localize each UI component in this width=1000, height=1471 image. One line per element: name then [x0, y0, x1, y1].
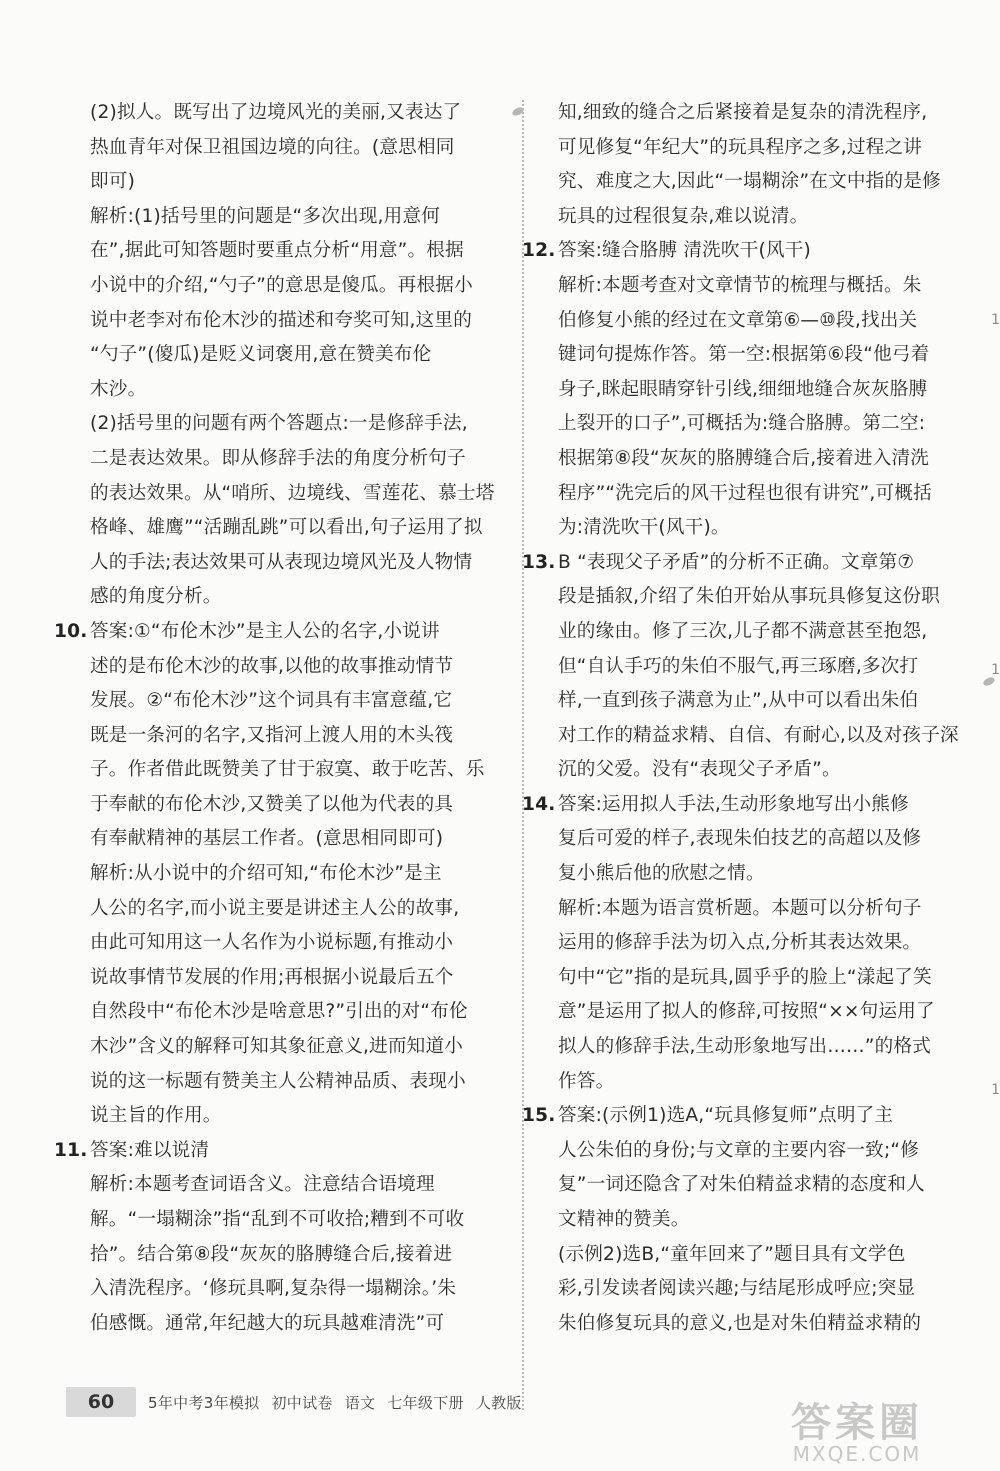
text-line: 朱伯修复玩具的意义,也是对朱伯精益求精的 — [558, 1312, 922, 1334]
book-title: 5年中考3年模拟 — [148, 1393, 260, 1412]
text-line: 说中老李对布伦木沙的描述和夸奖可知,这里的 — [90, 309, 472, 331]
page-footer — [66, 1387, 522, 1417]
text-line: 对工作的精益求精、自信、有耐心,以及对孩子深 — [558, 724, 959, 746]
text-line: 既是一条河的名字,又指河上渡人用的木头筏 — [90, 724, 454, 746]
text-line: 于奉献的布伦木沙,又赞美了以他为代表的具 — [90, 793, 454, 815]
answer-item — [54, 615, 517, 857]
text-line: 说主旨的作用。 — [90, 1105, 222, 1127]
text-line-row — [522, 234, 978, 269]
question-number: 12. — [522, 240, 556, 262]
text-line: 复小熊后他的欣慰之情。 — [558, 863, 765, 885]
text-line: 复”一词还隐含了对朱伯精益求精的态度和人 — [558, 1174, 925, 1196]
text-line: 句中“它”指的是玩具,圆乎乎的脸上“漾起了笑 — [558, 966, 932, 988]
text-line: 解析:本题考查对文章情节的梳理与概括。朱 — [558, 274, 922, 296]
text-line-row — [522, 788, 978, 823]
column-divider — [522, 100, 524, 1410]
text-line: 感的角度分析。 — [90, 586, 222, 608]
subject-label: 语文 — [344, 1393, 376, 1412]
text-line: 由此可知用这一人名作为小说标题,有推动小 — [90, 932, 454, 954]
text-line: 人公朱伯的身份;与文章的主要内容一致;“修 — [558, 1139, 920, 1161]
text-line: 答案:缝合胳膊 清洗吹干(风干) — [558, 240, 812, 262]
text-line: 样,一直到孩子满意为止”,从中可以看出朱伯 — [558, 690, 919, 712]
text-line: 答案:运用拟人手法,生动形象地写出小熊修 — [558, 793, 909, 815]
text-line: 彩,引发读者阅读兴趣;与结尾形成呼应;突显 — [558, 1278, 916, 1300]
text-line: 知,细致的缝合之后紧接着是复杂的清洗程序, — [558, 102, 928, 123]
text-line: 木沙”含义的解释可知其象征意义,进而知道小 — [90, 1036, 464, 1058]
text-line: 有奉献精神的基层工作者。(意思相同即可) — [90, 828, 444, 850]
paragraph — [530, 269, 978, 546]
text-line: 伯感慨。通常,年纪越大的玩具越难清洗”可 — [90, 1312, 445, 1334]
text-line: 格峰、雄鹰”“活蹦乱跳”可以看出,句子运用了拟 — [90, 517, 483, 539]
paragraph — [530, 892, 978, 1100]
answer-item — [522, 234, 978, 269]
text-line: 根据第⑧段“灰灰的胳膊缝合后,接着进入清洗 — [558, 447, 930, 469]
text-line-row — [522, 1099, 978, 1134]
watermark-main: 答案圈 — [791, 1400, 923, 1446]
text-line: 发展。②“布伦木沙”这个词具有丰富意蕴,它 — [90, 690, 453, 712]
text-line: 解。“一塌糊涂”指“乱到不可收拾;糟到不可收 — [90, 1209, 465, 1230]
text-line: 可见修复“年纪大”的玩具程序之多,过程之讲 — [558, 136, 923, 158]
text-line: 人公的名字,而小说主要是讲述主人公的故事, — [90, 897, 460, 919]
text-line: 述的是布伦木沙的故事,以他的故事推动情节 — [90, 655, 454, 677]
edge-mark: 1 — [991, 312, 1000, 328]
text-line: “勺子”(傻瓜)是贬义词褒用,意在赞美布伦 — [90, 344, 432, 366]
text-line-row — [54, 1134, 517, 1169]
text-line: 沉的父爱。没有“表现父子矛盾”。 — [558, 759, 841, 781]
text-line: 在”,据此可知答题时要重点分析“用意”。根据 — [90, 240, 464, 262]
text-line: 拾”。结合第⑧段“灰灰的胳膊缝合后,接着进 — [90, 1243, 453, 1265]
text-line: (2)拟人。既写出了边境风光的美丽,又表达了 — [90, 102, 462, 123]
text-line: 作答。 — [558, 1070, 615, 1092]
text-line: 复后可爱的样子,表现朱伯技艺的高超以及修 — [558, 828, 922, 850]
question-number: 15. — [522, 1105, 556, 1127]
text-line: 业的缘由。修了三次,儿子都不满意甚至抱怨, — [558, 620, 928, 642]
text-line: 说故事情节发展的作用;再根据小说最后五个 — [90, 966, 454, 988]
text-line: 意”是运用了拟人的修辞,可按照“××句运用了 — [558, 1001, 935, 1023]
edge-mark: 1 — [991, 662, 1000, 678]
answer-item — [54, 1134, 517, 1169]
text-line: 键词句提炼作答。第一空:根据第⑥段“他弓着 — [558, 344, 930, 366]
text-line: 自然段中“布伦木沙是啥意思?”引出的对“布伦 — [90, 1001, 468, 1023]
leaf-icon — [983, 678, 997, 688]
answer-item — [522, 546, 978, 788]
grade-label: 七年级下册 — [387, 1393, 464, 1412]
paragraph — [62, 200, 517, 408]
text-line: 说的这一标题有赞美主人公精神品质、表现小 — [90, 1070, 466, 1092]
text-line-row — [54, 615, 517, 650]
text-line: 即可) — [90, 171, 136, 193]
text-line: (示例2)选B,“童年回来了”题目具有文学色 — [558, 1243, 906, 1265]
text-line: 解析:从小说中的介绍可知,“布伦木沙”是主 — [90, 863, 442, 885]
text-line: 伯修复小熊的经过在文章第⑥—⑩段,找出关 — [558, 309, 918, 331]
text-line: 文精神的赞美。 — [558, 1209, 690, 1230]
text-line: (2)括号里的问题有两个答题点:一是修辞手法, — [90, 413, 468, 435]
text-line: 为:清洗吹干(风干)。 — [558, 517, 730, 539]
series-label: 初中试卷 — [271, 1393, 333, 1412]
question-number: 14. — [522, 793, 556, 815]
watermark-logo — [732, 1402, 982, 1464]
text-line: B “表现父子矛盾”的分析不正确。文章第⑦ — [558, 551, 915, 573]
text-line: 小说中的介绍,“勺子”的意思是傻瓜。再根据小 — [90, 274, 473, 296]
text-line: 人的手法;表达效果可从表现边境风光及人物情 — [90, 551, 473, 573]
text-line: 拟人的修辞手法,生动形象地写出……”的格式 — [558, 1036, 932, 1058]
question-number: 11. — [54, 1139, 88, 1161]
text-line: 运用的修辞手法为切入点,分析其表达效果。 — [558, 932, 922, 954]
text-line: 答案:(示例1)选A,“玩具修复师”点明了主 — [558, 1105, 894, 1127]
text-line: 的表达效果。从“哨所、边境线、雪莲花、慕士塔 — [90, 482, 495, 504]
paragraph — [62, 96, 517, 200]
question-number: 13. — [522, 551, 556, 573]
text-line: 但“自认手巧的朱伯不服气,再三琢磨,多次打 — [558, 655, 919, 677]
answer-item — [522, 788, 978, 892]
text-line: 木沙。 — [90, 378, 147, 400]
paragraph — [530, 1238, 978, 1342]
page-number: 60 — [66, 1387, 136, 1417]
text-line: 解析:本题考查词语含义。注意结合语境理 — [90, 1174, 435, 1196]
text-line: 答案:①“布伦木沙”是主人公的名字,小说讲 — [90, 620, 440, 642]
text-line: 答案:难以说清 — [90, 1139, 210, 1161]
text-line: 解析:(1)括号里的问题是“多次出现,用意何 — [90, 205, 441, 227]
text-line: 子。作者借此既赞美了甘于寂寞、敢于吃苦、乐 — [90, 759, 485, 781]
watermark-sub: MXQE.COM — [792, 1442, 922, 1466]
text-line: 入清洗程序。‘修玩具啊,复杂得一塌糊涂。’朱 — [90, 1278, 457, 1300]
paragraph — [62, 407, 517, 615]
text-line: 解析:本题为语言赏析题。本题可以分析句子 — [558, 897, 922, 919]
leaf-icon — [512, 108, 526, 118]
paragraph — [530, 96, 978, 234]
paragraph — [62, 1168, 517, 1341]
left-column — [54, 96, 517, 1341]
answer-item — [522, 1099, 978, 1237]
text-line: 玩具的过程很复杂,难以说清。 — [558, 205, 809, 227]
right-column — [522, 96, 978, 1341]
edition-label: 人教版 — [475, 1393, 522, 1412]
text-line: 上裂开的口子”,可概括为:缝合胳膊。第二空: — [558, 413, 926, 435]
text-line: 热血青年对保卫祖国边境的向往。(意思相同 — [90, 136, 455, 158]
text-line: 程序”“洗完后的风干过程也很有讲究”,可概括 — [558, 482, 932, 504]
text-line: 身子,眯起眼睛穿针引线,细细地缝合灰灰胳膊 — [558, 378, 928, 400]
edge-mark: 1 — [991, 1082, 1000, 1098]
text-line: 二是表达效果。即从修辞手法的角度分析句子 — [90, 447, 466, 469]
question-number: 10. — [54, 620, 88, 642]
text-line-row — [522, 546, 978, 581]
text-line: 究、难度之大,因此“一塌糊涂”在文中指的是修 — [558, 171, 941, 193]
paragraph — [62, 857, 517, 1134]
text-line: 段是插叙,介绍了朱伯开始从事玩具修复这份职 — [558, 586, 940, 608]
